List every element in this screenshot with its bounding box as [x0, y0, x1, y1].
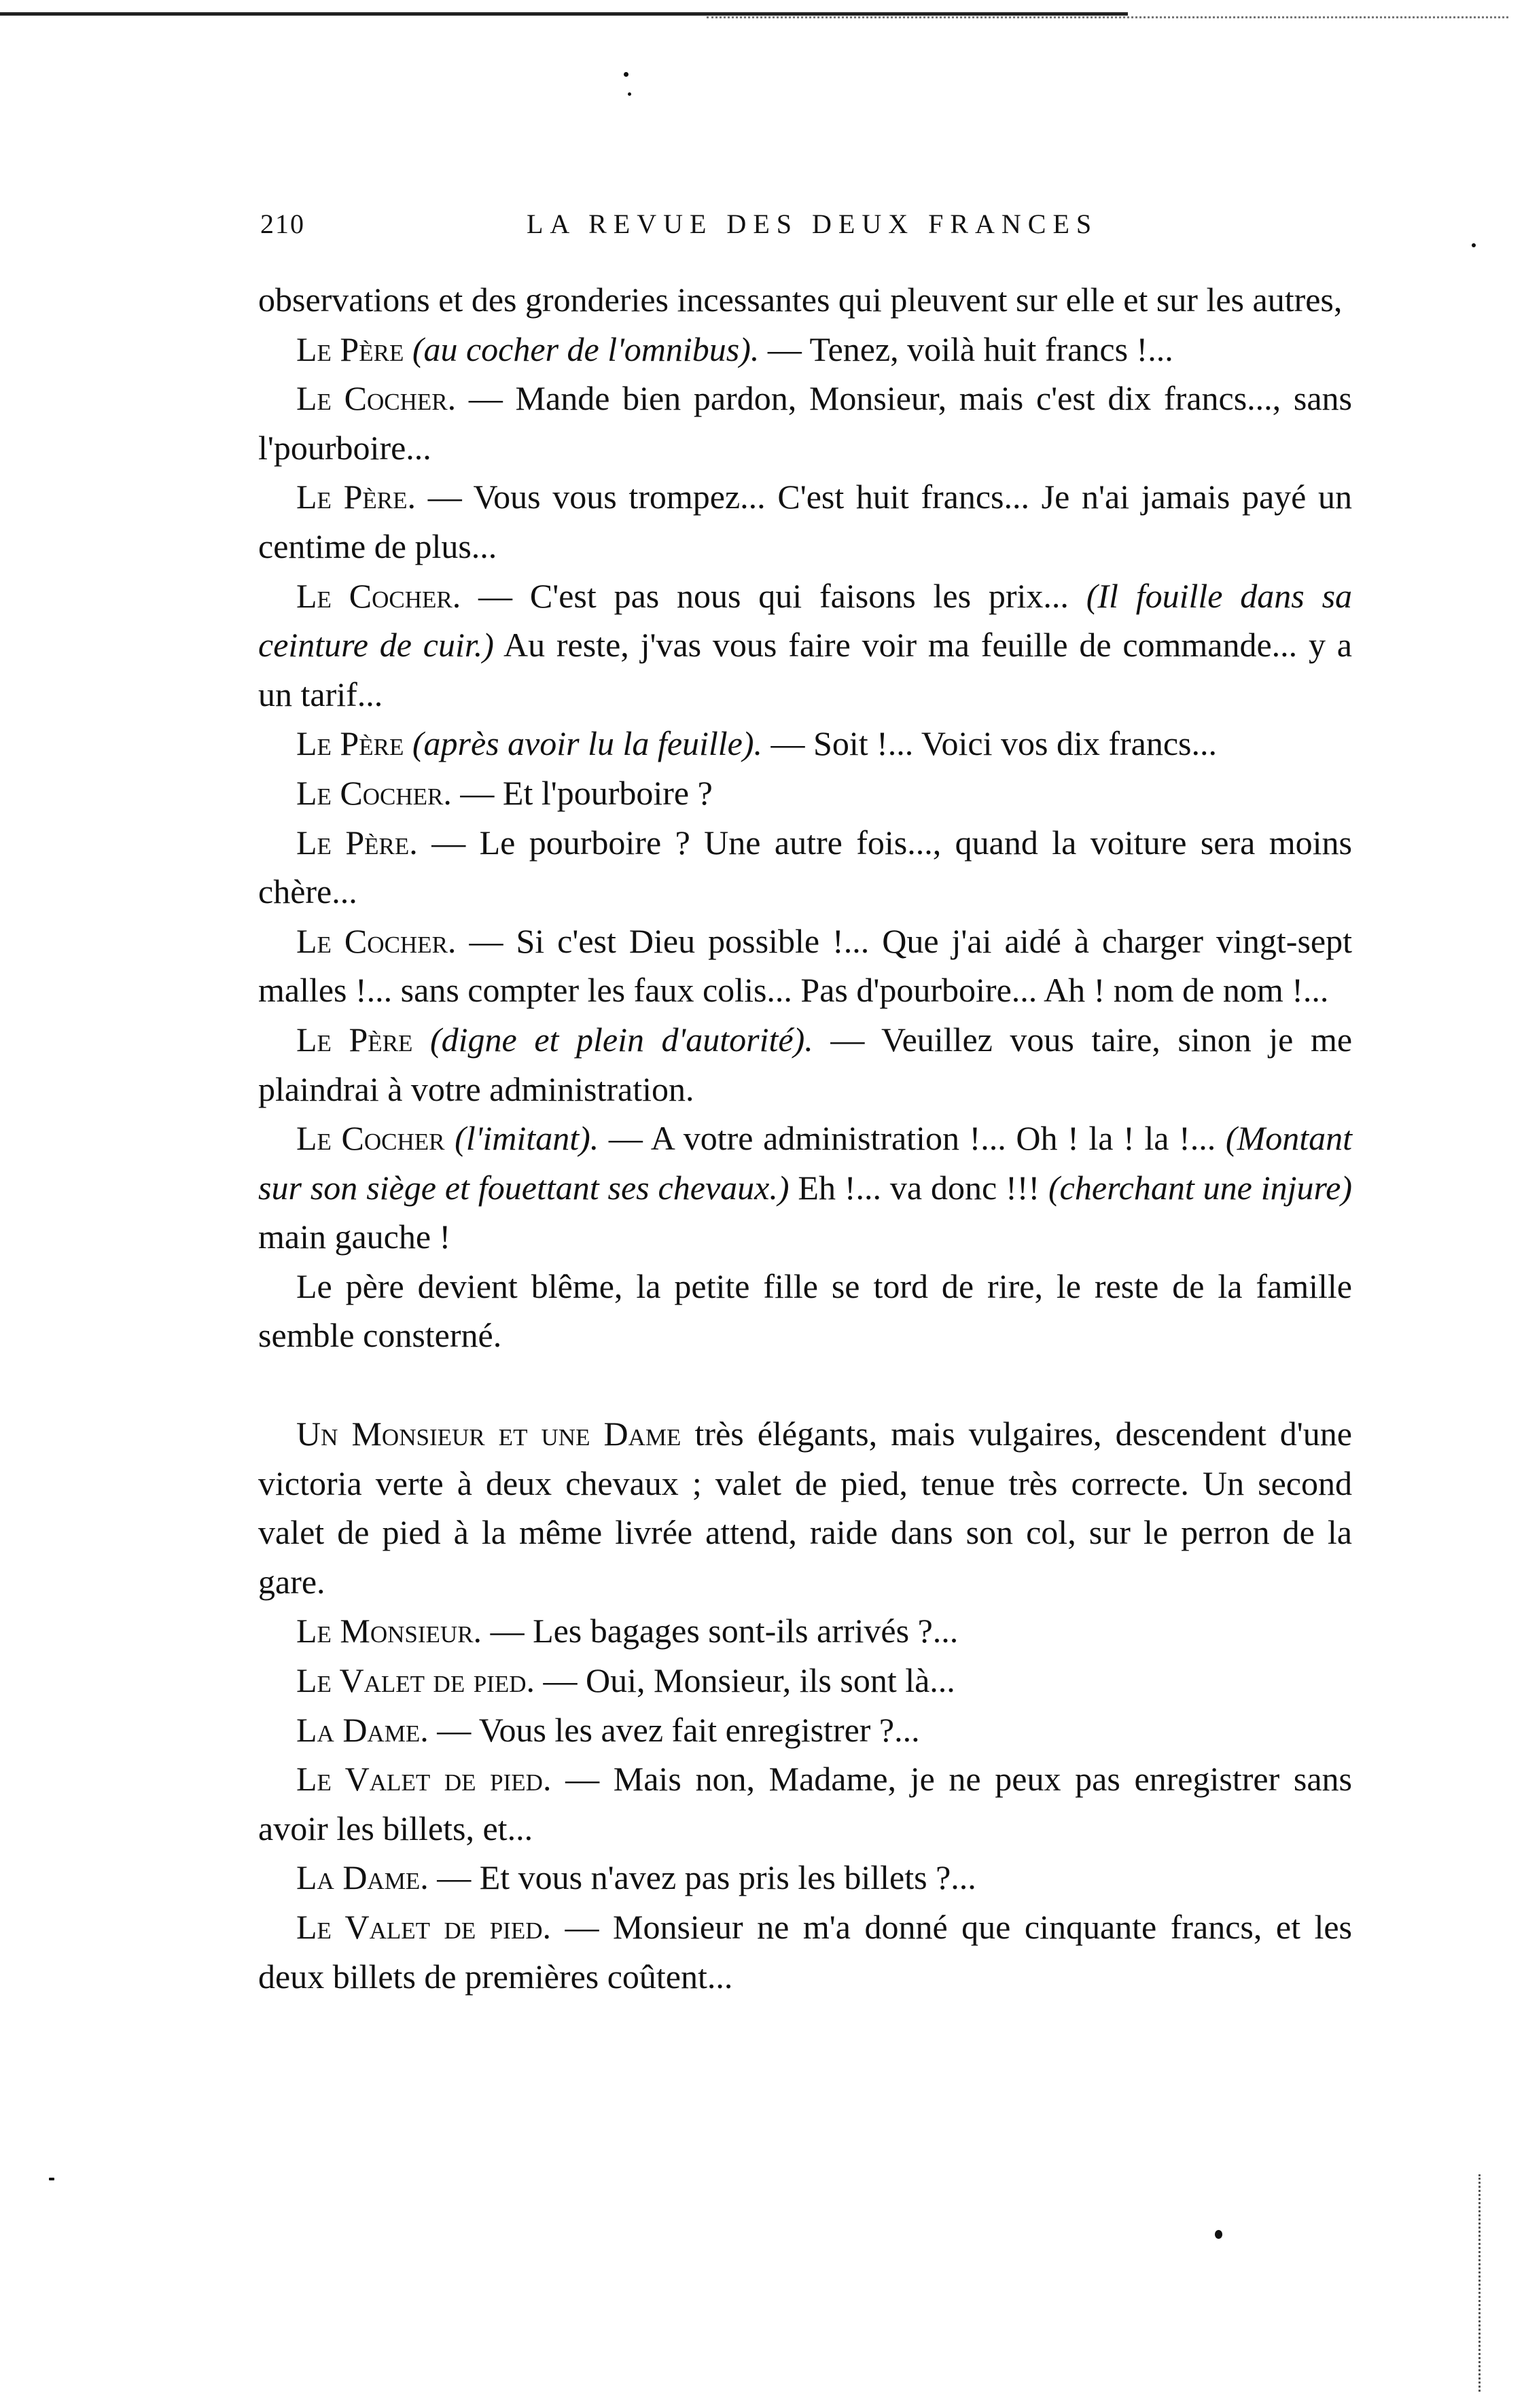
- speaker: Le Cocher.: [296, 773, 452, 812]
- dialogue-line: [258, 1754, 1352, 1853]
- narration: [258, 1409, 1352, 1606]
- speaker: Le Père: [296, 1020, 413, 1059]
- speaker: La Dame.: [296, 1710, 429, 1749]
- characters: Un Monsieur et une Dame: [296, 1415, 681, 1453]
- text-block: [258, 275, 1352, 2001]
- dialogue-line: [258, 1114, 1352, 1262]
- narration: [258, 1262, 1352, 1360]
- stage-direction: (Montant sur son siège et fouettant ses chevaux.): [258, 1119, 1353, 1207]
- speaker: Le Père.: [296, 823, 418, 862]
- speech: — C'est pas nous qui faisons les prix...: [478, 576, 1069, 615]
- speech: — Monsieur ne m'a donné que cinquante francs, et les deux billets de premières coûtent...: [258, 1908, 1353, 1996]
- edge-mark: [1478, 2174, 1486, 2392]
- dialogue-line: [258, 1705, 1352, 1755]
- speaker: Le Cocher: [296, 1119, 445, 1158]
- speaker: La Dame.: [296, 1858, 429, 1897]
- stage-direction: (l'imitant).: [455, 1119, 599, 1158]
- speech: — Si c'est Dieu possible !... Que j'ai aidé à charger vingt-sept malles !... sans compter les faux colis... Pas d'pourboire... Ah ! nom de nom !...: [258, 921, 1352, 1010]
- speech: — Mais non, Madame, je ne peux pas enregistrer sans avoir les billets, et...: [258, 1760, 1352, 1847]
- speech: — Veuillez vous taire, sinon je me plaindrai à votre administration.: [258, 1020, 1353, 1108]
- paragraph: [258, 275, 1352, 325]
- dialogue-line: [258, 1656, 1352, 1705]
- speaker: Le Père: [296, 330, 404, 368]
- speech: — A votre administration !... Oh ! la ! la !...: [608, 1119, 1216, 1158]
- page-number: 210: [260, 209, 305, 239]
- speech: — Vous les avez fait enregistrer ?...: [437, 1710, 920, 1749]
- print-speck: [1472, 243, 1476, 247]
- speech: — Vous vous trompez... C'est huit francs... Je n'ai jamais payé un centime de plus...: [258, 478, 1353, 565]
- top-rule: [0, 12, 1128, 16]
- speech: Au reste, j'vas vous faire voir ma feuille de commande... y a un tarif...: [258, 626, 1352, 713]
- speech: — Et vous n'avez pas pris les billets ?...: [437, 1858, 976, 1897]
- dialogue-line: [258, 818, 1352, 917]
- stage-direction: (cherchant une injure): [1048, 1168, 1353, 1207]
- speech: — Oui, Monsieur, ils sont là...: [543, 1661, 955, 1700]
- speech: — Le pourboire ? Une autre fois..., quand la voiture sera moins chère...: [258, 823, 1352, 911]
- speaker: Le Cocher.: [296, 576, 461, 615]
- speech: — Tenez, voilà huit francs !...: [767, 330, 1173, 368]
- text: observations et des gronderies incessantes qui pleuvent sur elle et sur les autres,: [258, 281, 1343, 319]
- stage-direction: (Il fouille dans sa ceinture de cuir.): [258, 576, 1353, 665]
- dialogue-line: [258, 1853, 1352, 1902]
- dialogue-line: [258, 719, 1352, 768]
- dialogue-line: [258, 325, 1352, 374]
- speaker: Le Cocher.: [296, 921, 457, 960]
- stage-direction: (au cocher de l'omnibus).: [412, 330, 760, 368]
- speech: — Soit !... Voici vos dix francs...: [770, 724, 1218, 763]
- text: Le père devient blême, la petite fille se tord de rire, le reste de la famille semble consterné.: [258, 1267, 1352, 1355]
- stage-direction: (après avoir lu la feuille).: [412, 724, 763, 763]
- dialogue-line: [258, 917, 1352, 1015]
- margin-mark: [49, 2178, 54, 2180]
- dialogue-line: [258, 1606, 1352, 1656]
- speaker: Le Père.: [296, 478, 417, 516]
- running-title: LA REVUE DES DEUX FRANCES: [527, 209, 1099, 239]
- dialogue-line: [258, 1015, 1352, 1114]
- speech: — Mande bien pardon, Monsieur, mais c'est dix francs..., sans l'pourboire...: [258, 379, 1352, 467]
- dialogue-line: [258, 571, 1352, 720]
- text: très élégants, mais vulgaires, descendent d'une victoria verte à deux chevaux ; valet de pied, tenue très correcte. Un second valet de pied à la même livrée attend, raide dans son col, sur le perron de la gare.: [258, 1415, 1353, 1601]
- speech: — Et l'pourboire ?: [460, 773, 713, 812]
- dialogue-line: [258, 1902, 1352, 2001]
- stage-direction: (digne et plein d'autorité).: [430, 1020, 813, 1059]
- speech: Eh !... va donc !!!: [798, 1168, 1040, 1207]
- speaker: Le Valet de pied.: [296, 1661, 535, 1700]
- top-dotted-rule: [707, 16, 1508, 18]
- running-head: [260, 208, 1381, 249]
- speaker: Le Monsieur.: [296, 1612, 482, 1650]
- speaker: Le Valet de pied.: [296, 1908, 551, 1946]
- print-speck: [628, 92, 631, 96]
- dialogue-line: [258, 472, 1352, 571]
- speech: main gauche !: [258, 1218, 451, 1256]
- speaker: Le Père: [296, 724, 404, 763]
- dialogue-line: [258, 768, 1352, 818]
- print-speck: [624, 72, 628, 77]
- speaker: Le Valet de pied.: [296, 1760, 552, 1799]
- speech: — Les bagages sont-ils arrivés ?...: [490, 1612, 959, 1650]
- dialogue-line: [258, 374, 1352, 472]
- print-speck: [1215, 2230, 1222, 2239]
- speaker: Le Cocher.: [296, 379, 457, 418]
